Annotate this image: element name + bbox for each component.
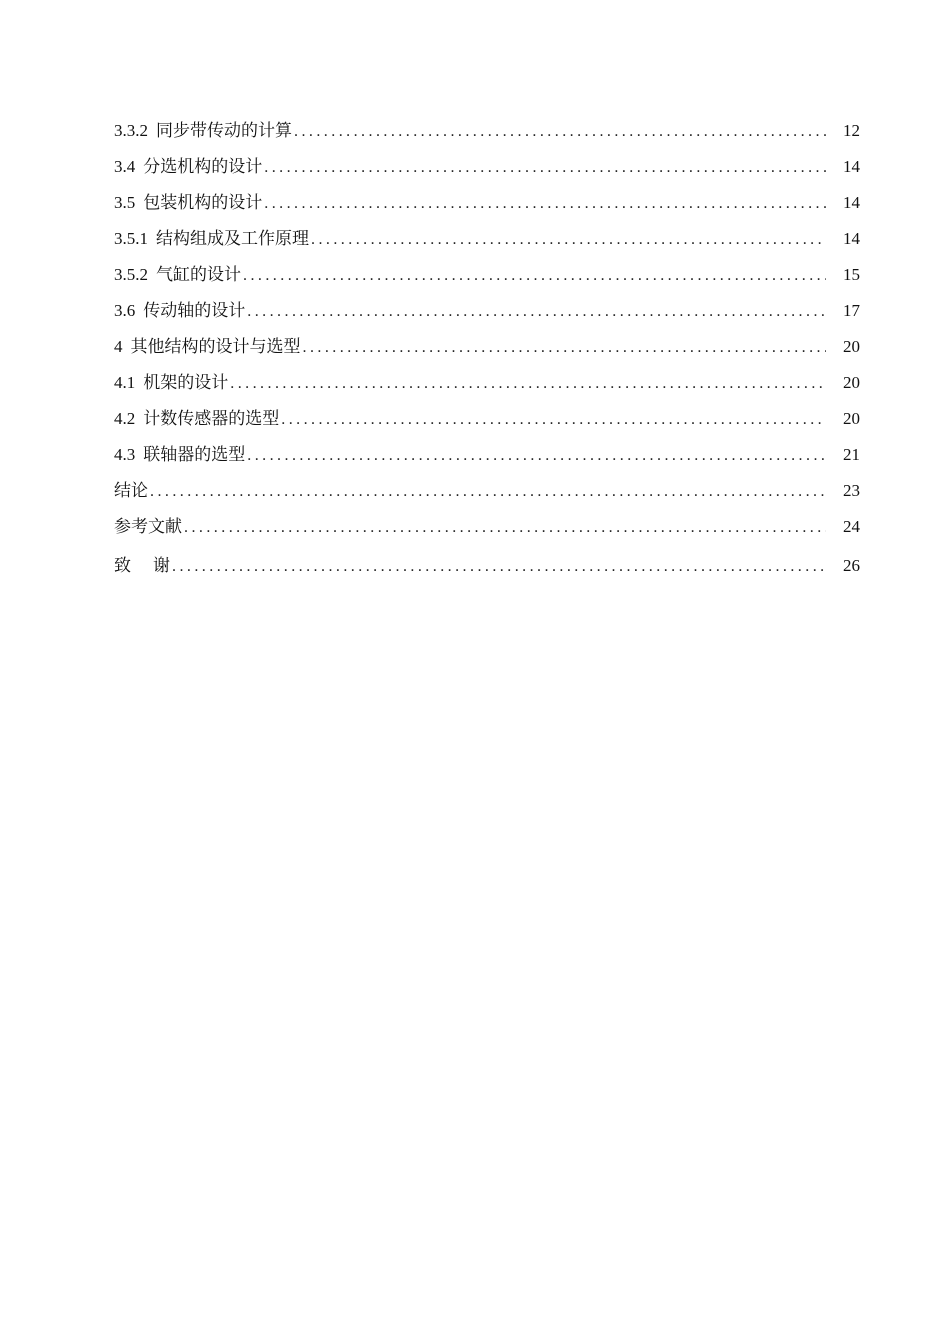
- toc-entry-page: 12: [843, 121, 860, 140]
- toc-entry-title: 结构组成及工作原理: [156, 229, 309, 248]
- toc-entry-page: 20: [843, 373, 860, 392]
- toc-entry-title: 机架的设计: [143, 373, 229, 392]
- toc-entry-title: 同步带传动的计算: [156, 121, 292, 140]
- toc-entry-page: 17: [843, 301, 860, 320]
- toc-entry-page: 24: [843, 517, 860, 536]
- toc-entry-3-3-2[interactable]: [114, 113, 860, 149]
- toc-dot-leader: [303, 330, 827, 366]
- toc-entry-title: 参考文献: [114, 517, 182, 536]
- toc-entry-title: 其他结构的设计与选型: [130, 337, 301, 356]
- toc-dot-leader: [247, 294, 826, 330]
- toc-dot-leader: [281, 402, 826, 438]
- toc-entry-4-3[interactable]: [114, 437, 860, 473]
- toc-entry-3-4[interactable]: [114, 149, 860, 185]
- toc-entry-page: 20: [843, 337, 860, 356]
- toc-dot-leader: [264, 150, 826, 186]
- toc-entry-number: 4.1: [114, 373, 136, 392]
- toc-entry-title: [114, 545, 170, 587]
- toc-entry-3-5[interactable]: [114, 185, 860, 221]
- toc-entry-title: 计数传感器的选型: [143, 409, 280, 428]
- toc-dot-leader: [184, 510, 826, 546]
- toc-entry-conclusion[interactable]: [114, 473, 860, 509]
- toc-entry-acknowledgements[interactable]: [114, 545, 860, 584]
- toc-dot-leader: [150, 474, 826, 510]
- toc-dot-leader: [294, 114, 826, 150]
- toc-entry-4[interactable]: [114, 329, 860, 365]
- toc-entry-number: 4.3: [114, 445, 136, 464]
- toc-entry-number: 4: [114, 337, 123, 356]
- toc-entry-number: 3.5: [114, 193, 136, 212]
- table-of-contents: [114, 113, 860, 584]
- toc-entry-number: 3.6: [114, 301, 136, 320]
- toc-entry-page: 15: [843, 265, 860, 284]
- toc-entry-page: 21: [843, 445, 860, 464]
- toc-entry-3-6[interactable]: [114, 293, 860, 329]
- toc-entry-3-5-2[interactable]: [114, 257, 860, 293]
- toc-entry-number: 3.3.2: [114, 121, 148, 140]
- toc-entry-title: 气缸的设计: [156, 265, 241, 284]
- toc-entry-4-1[interactable]: [114, 365, 860, 401]
- toc-entry-4-2[interactable]: [114, 401, 860, 437]
- toc-dot-leader: [264, 186, 826, 222]
- toc-dot-leader: [243, 258, 826, 294]
- toc-entry-number: 3.5.2: [114, 265, 148, 284]
- toc-entry-title: 包装机构的设计: [143, 193, 263, 212]
- toc-entry-title: 传动轴的设计: [143, 301, 246, 320]
- toc-dot-leader: [311, 222, 826, 258]
- toc-entry-3-5-1[interactable]: [114, 221, 860, 257]
- toc-entry-page: 14: [843, 157, 860, 176]
- toc-entry-title: 结论: [114, 481, 148, 500]
- toc-entry-page: 14: [843, 229, 860, 248]
- toc-dot-leader: [230, 366, 826, 402]
- toc-entry-number: 3.5.1: [114, 229, 148, 248]
- toc-entry-number: 4.2: [114, 409, 136, 428]
- toc-entry-title-part: 致: [114, 556, 131, 575]
- toc-dot-leader: [247, 438, 826, 474]
- toc-entry-page: 23: [843, 481, 860, 500]
- toc-dot-leader: [172, 546, 826, 588]
- toc-entry-title: 联轴器的选型: [143, 445, 246, 464]
- toc-entry-page: 20: [843, 409, 860, 428]
- toc-entry-title-part: 谢: [153, 556, 170, 575]
- toc-entry-page: 14: [843, 193, 860, 212]
- toc-entry-number: 3.4: [114, 157, 136, 176]
- toc-entry-title: 分选机构的设计: [143, 157, 263, 176]
- toc-entry-references[interactable]: [114, 509, 860, 545]
- toc-entry-page: 26: [843, 556, 860, 575]
